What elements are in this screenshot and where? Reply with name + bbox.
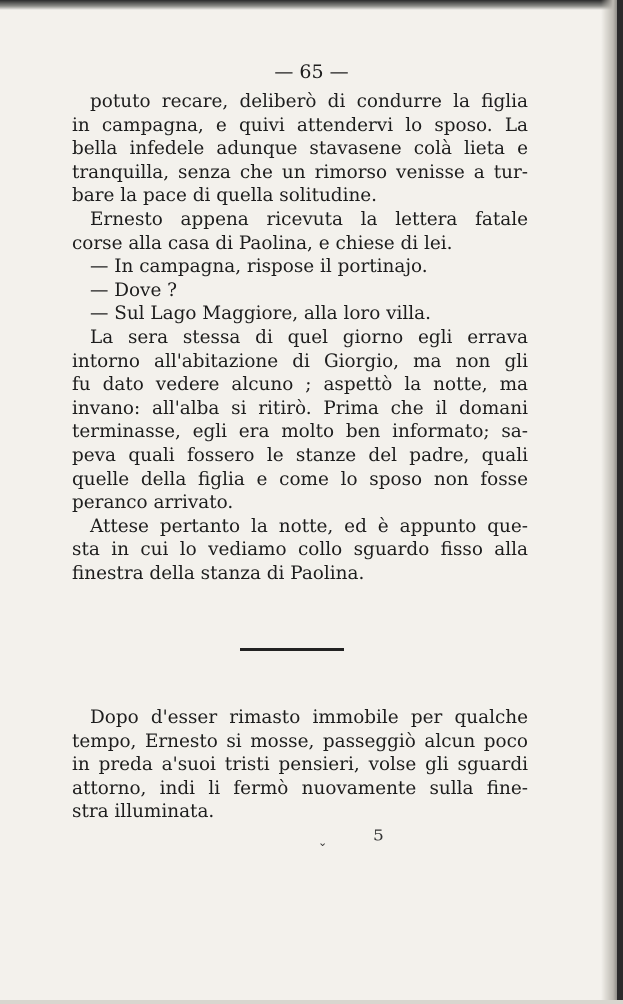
text-line: finestra della stanza di Paolina.: [72, 563, 365, 584]
text-line: potuto recare, deliberò di condurre la figlia: [90, 91, 528, 112]
page-top-shadow: [0, 0, 623, 10]
text-line: quelle della figlia e come lo sposo non fosse: [72, 468, 528, 490]
section-separator: [240, 648, 344, 651]
page-bottom-edge: [0, 1000, 623, 1004]
text-line: terminasse, egli era molto ben informato; sa-: [72, 421, 528, 443]
text-line: in campagna, e quivi attendervi lo sposo. La: [72, 114, 528, 136]
text-line: bare la pace di quella solitudine.: [72, 185, 378, 207]
signature-mark: 5: [373, 827, 384, 845]
page-number: — 65 —: [274, 61, 349, 83]
text-line: peva quali fossero le stanze del padre, quali: [72, 445, 528, 466]
text-line: attorno, indi li fermò nuovamente sulla fine-: [72, 777, 528, 799]
text-line: — In campagna, rispose il portinajo.: [90, 256, 428, 278]
text-line: sta in cui lo vediamo collo sguardo fisso alla: [72, 539, 528, 561]
text-line: stra illuminata.: [72, 801, 215, 823]
text-line: peranco arrivato.: [72, 492, 234, 514]
tick-mark-icon: ⌄: [318, 836, 328, 849]
text-line: — Dove ?: [90, 279, 178, 301]
text-line: intorno all'abitazione di Giorgio, ma non gli: [72, 350, 528, 372]
text-line: invano: all'alba si ritirò. Prima che il domani: [72, 397, 528, 419]
text-line: bella infedele adunque stavasene colà lieta e: [72, 138, 528, 160]
text-line: tranquilla, senza che un rimorso venisse a tur-: [72, 161, 528, 183]
text-line: La sera stessa di quel giorno egli errava: [90, 327, 528, 348]
text-line: in preda a'suoi tristi pensieri, volse gli sguardi: [72, 754, 528, 776]
text-line: — Sul Lago Maggiore, alla loro villa.: [90, 303, 431, 325]
text-line: Ernesto appena ricevuta la lettera fatale: [90, 209, 528, 230]
text-line: corse alla casa di Paolina, e chiese di lei.: [72, 232, 453, 254]
text-line: Attese pertanto la notte, ed è appunto que-: [90, 515, 528, 537]
text-line: tempo, Ernesto si mosse, passeggiò alcun poco: [72, 730, 528, 752]
text-line: Dopo d'esser rimasto immobile per qualche: [90, 707, 528, 728]
page-binding-edge: [617, 0, 623, 1004]
text-line: fu dato vedere alcuno ; aspettò la notte, ma: [72, 374, 528, 396]
